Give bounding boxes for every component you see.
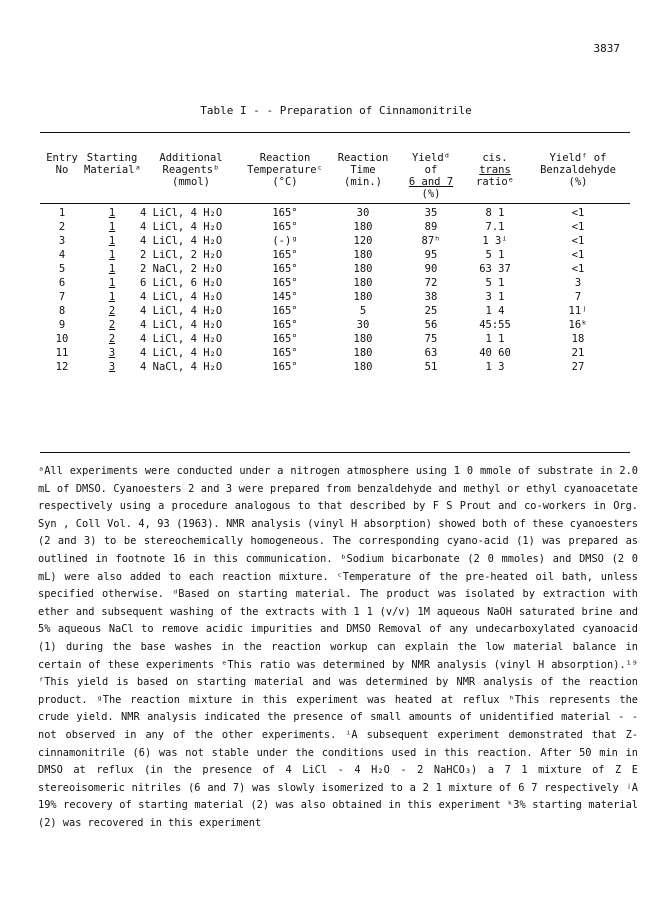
column-header-line: (min.) xyxy=(344,176,382,188)
table-cell: 7 xyxy=(574,291,582,303)
table-cell: 3 xyxy=(574,277,582,289)
column-header-line: Temperatureᶜ xyxy=(247,164,323,176)
footnotes xyxy=(38,463,638,832)
table-row xyxy=(40,318,630,332)
table-cell: 1 xyxy=(108,291,116,303)
column-header-line: of xyxy=(424,164,438,176)
table-row xyxy=(40,346,630,360)
table-cell: 56 xyxy=(424,319,438,331)
table-cell: <1 xyxy=(571,235,585,247)
table-cell: 4 LiCl, 4 H₂O xyxy=(140,291,223,303)
column-header xyxy=(526,152,630,200)
column-header-line: (mmol) xyxy=(172,176,210,188)
table-cell: 4 NaCl, 4 H₂O xyxy=(140,361,223,373)
table-cell: 165° xyxy=(272,347,298,359)
column-header-line: (%) xyxy=(421,188,441,200)
table-cell: 12 xyxy=(55,361,69,373)
table-cell: (-)ᵍ xyxy=(272,235,298,247)
table-cell: 90 xyxy=(424,263,438,275)
table-cell: 11ʲ xyxy=(568,305,588,317)
column-header-line: 6 and 7 xyxy=(408,176,454,188)
column-header-line: Yieldᶠ of xyxy=(549,152,607,164)
column-header xyxy=(140,152,242,200)
table-cell: 1 xyxy=(108,277,116,289)
table-cell: 2 xyxy=(58,221,66,233)
table-cell: 2 LiCl, 2 H₂O xyxy=(140,249,223,261)
page-number: 3837 xyxy=(593,42,620,55)
table-cell: 6 LiCl, 6 H₂O xyxy=(140,277,223,289)
table-row xyxy=(40,332,630,346)
table-cell: 5 xyxy=(359,305,367,317)
column-header-line: Reaction xyxy=(337,152,389,164)
table-cell: 165° xyxy=(272,221,298,233)
column-header-line: ratioᵉ xyxy=(476,176,514,188)
column-header xyxy=(398,152,464,200)
table-cell: 165° xyxy=(272,249,298,261)
table-cell: 180 xyxy=(353,347,373,359)
table-cell: 7.1 xyxy=(485,221,505,233)
table-cell: 1 3ⁱ xyxy=(482,235,508,247)
table-cell: 2 xyxy=(108,319,116,331)
table-cell: 180 xyxy=(353,249,373,261)
table-cell: 25 xyxy=(424,305,438,317)
table-cell: 3 xyxy=(58,235,66,247)
table-cell: 120 xyxy=(353,235,373,247)
table-cell: 165° xyxy=(272,207,298,219)
table-cell: 40 60 xyxy=(479,347,511,359)
table-cell: 180 xyxy=(353,277,373,289)
column-header-line: No xyxy=(55,164,69,176)
table-cell: 11 xyxy=(55,347,69,359)
table-cell: 45:55 xyxy=(479,319,511,331)
column-header-line: Yieldᵈ xyxy=(412,152,450,164)
table-cell: 165° xyxy=(272,305,298,317)
table-cell: 1 xyxy=(108,249,116,261)
column-header-line: Benzaldehyde xyxy=(540,164,616,176)
table-cell: 4 LiCl, 4 H₂O xyxy=(140,347,223,359)
table-title: Table I - - Preparation of Cinnamonitrile xyxy=(200,104,472,117)
table-cell: 1 xyxy=(108,235,116,247)
column-header-line: Materialᵃ xyxy=(84,164,141,176)
column-header-line: Starting xyxy=(86,152,138,164)
table-cell: 10 xyxy=(55,333,69,345)
table-cell: 4 LiCl, 4 H₂O xyxy=(140,207,223,219)
table-row xyxy=(40,248,630,262)
column-header-line: Reaction xyxy=(259,152,311,164)
table-cell: 8 1 xyxy=(485,207,505,219)
table-header xyxy=(40,152,630,200)
column-header xyxy=(40,152,84,200)
table-cell: 2 xyxy=(108,333,116,345)
column-header-line: (%) xyxy=(568,176,588,188)
table-cell: 1 xyxy=(108,221,116,233)
table-row xyxy=(40,234,630,248)
table-cell: 4 LiCl, 4 H₂O xyxy=(140,235,223,247)
column-header xyxy=(242,152,328,200)
column-header xyxy=(464,152,526,200)
table-cell: 7 xyxy=(58,291,66,303)
table-cell: 180 xyxy=(353,333,373,345)
table-cell: 1 xyxy=(108,207,116,219)
table-cell: 180 xyxy=(353,221,373,233)
column-header-line: Entry xyxy=(46,152,78,164)
table-cell: 1 xyxy=(58,207,66,219)
table-bottom-rule xyxy=(40,452,630,453)
table-cell: 89 xyxy=(424,221,438,233)
table-cell: 5 1 xyxy=(485,277,505,289)
column-header-line: trans xyxy=(479,164,511,176)
results-table xyxy=(40,152,630,374)
table-cell: 1 xyxy=(108,263,116,275)
table-cell: 2 xyxy=(108,305,116,317)
column-header-line: Time xyxy=(350,164,376,176)
table-cell: 30 xyxy=(356,319,370,331)
table-cell: 4 LiCl, 4 H₂O xyxy=(140,305,223,317)
table-cell: 18 xyxy=(571,333,585,345)
table-cell: 180 xyxy=(353,291,373,303)
table-row xyxy=(40,276,630,290)
table-row xyxy=(40,290,630,304)
table-cell: 51 xyxy=(424,361,438,373)
column-header-line: (°C) xyxy=(272,176,298,188)
table-body xyxy=(40,200,630,374)
column-header-line: Reagentsᵇ xyxy=(162,164,220,176)
table-cell: 165° xyxy=(272,263,298,275)
footnote-text: ᵃAll experiments were conducted under a nitrogen atmosphere using 1 0 mmole of substrate in 2.0 mL of DMSO. Cyanoesters 2 and 3 were prepared from benzaldehyde and methyl or ethyl cyanoacetate respectively using a procedure analogous to that described by F S Prout and co-workers in Org. Syn , Coll Vol. 4, 93 (1963). NMR analysis (vinyl H absorption) showed both of these cyanoesters (2 and 3) to be stereochemically homogeneous. The corresponding cyano-acid (1) was prepared as outlined in footnote 16 in this communication. ᵇSodium bicarbonate (2 0 mmoles) and DMSO (2 0 mL) were also added to each reaction mixture. ᶜTemperature of the pre-heated oil bath, unless specified otherwise. ᵈBased on starting material. The product was isolated by extraction with ether and subsequent washing of the extracts with 1 1 (v/v) 1M aqueous NaOH saturated brine and 5% aqueous NaCl to remove acidic impurities and DMSO Removal of any undecarboxylated cyanoacid (1) during the base washes in the reaction workup can explain the low material balance in certain of these experiments ᵉThis ratio was determined by NMR analysis (vinyl H absorption).¹⁹ ᶠThis yield is based on starting material and was determined by NMR analysis of the reaction product. ᵍThe reaction mixture in this experiment was heated at reflux ʰThis represents the crude yield. NMR analysis indicated the presence of small amounts of unidentified material - - not observed in any of the other experiments. ⁱA subsequent experiment demonstrated that Z-cinnamonitrile (6) was not stable under the conditions used in this reaction. After 50 min in DMSO at reflux (in the presence of 4 LiCl - 4 H₂O - 2 NaHCO₃) a 7 1 mixture of Z E stereoisomeric nitriles (6 and 7) was slowly isomerized to a 2 1 mixture of 6 7 respectively ʲA 19% recovery of starting material (2) was also obtained in this experiment ᵏ3% starting material (2) was recovered in this experiment xyxy=(38,465,638,829)
table-cell: 4 xyxy=(58,249,66,261)
table-cell: 3 xyxy=(108,361,116,373)
table-cell: 165° xyxy=(272,333,298,345)
table-cell: 4 LiCl, 4 H₂O xyxy=(140,333,223,345)
table-cell: 145° xyxy=(272,291,298,303)
table-cell: 3 xyxy=(108,347,116,359)
table-cell: 35 xyxy=(424,207,438,219)
table-cell: 21 xyxy=(571,347,585,359)
table-cell: <1 xyxy=(571,207,585,219)
table-cell: 165° xyxy=(272,361,298,373)
table-cell: 9 xyxy=(58,319,66,331)
column-header xyxy=(328,152,398,200)
table-cell: 30 xyxy=(356,207,370,219)
table-cell: 180 xyxy=(353,263,373,275)
table-cell: 180 xyxy=(353,361,373,373)
table-cell: 3 1 xyxy=(485,291,505,303)
table-cell: 75 xyxy=(424,333,438,345)
table-cell: 165° xyxy=(272,319,298,331)
table-cell: 27 xyxy=(571,361,585,373)
table-cell: 6 xyxy=(58,277,66,289)
table-cell: 4 LiCl, 4 H₂O xyxy=(140,221,223,233)
table-cell: 63 37 xyxy=(479,263,511,275)
table-cell: <1 xyxy=(571,249,585,261)
table-cell: 87ʰ xyxy=(421,235,441,247)
table-cell: 2 NaCl, 2 H₂O xyxy=(140,263,223,275)
table-cell: 38 xyxy=(424,291,438,303)
table-cell: 5 1 xyxy=(485,249,505,261)
table-cell: 4 LiCl, 4 H₂O xyxy=(140,319,223,331)
table-row xyxy=(40,262,630,276)
table-cell: 95 xyxy=(424,249,438,261)
column-header xyxy=(84,152,140,200)
table-cell: <1 xyxy=(571,263,585,275)
column-header-line: cis. xyxy=(482,152,508,164)
table-cell: 72 xyxy=(424,277,438,289)
table-row xyxy=(40,200,630,220)
table-top-rule xyxy=(40,132,630,133)
table-cell: 1 1 xyxy=(485,333,505,345)
table-row xyxy=(40,220,630,234)
table-cell: 165° xyxy=(272,277,298,289)
table-cell: 16ᵏ xyxy=(568,319,588,331)
table-cell: 8 xyxy=(58,305,66,317)
column-header-line: Additional xyxy=(159,152,223,164)
table-cell: 1 3 xyxy=(485,361,505,373)
table-cell: 5 xyxy=(58,263,66,275)
table-cell: 1 4 xyxy=(485,305,505,317)
table-cell: <1 xyxy=(571,221,585,233)
table-row xyxy=(40,360,630,374)
table-cell: 63 xyxy=(424,347,438,359)
table-row xyxy=(40,304,630,318)
